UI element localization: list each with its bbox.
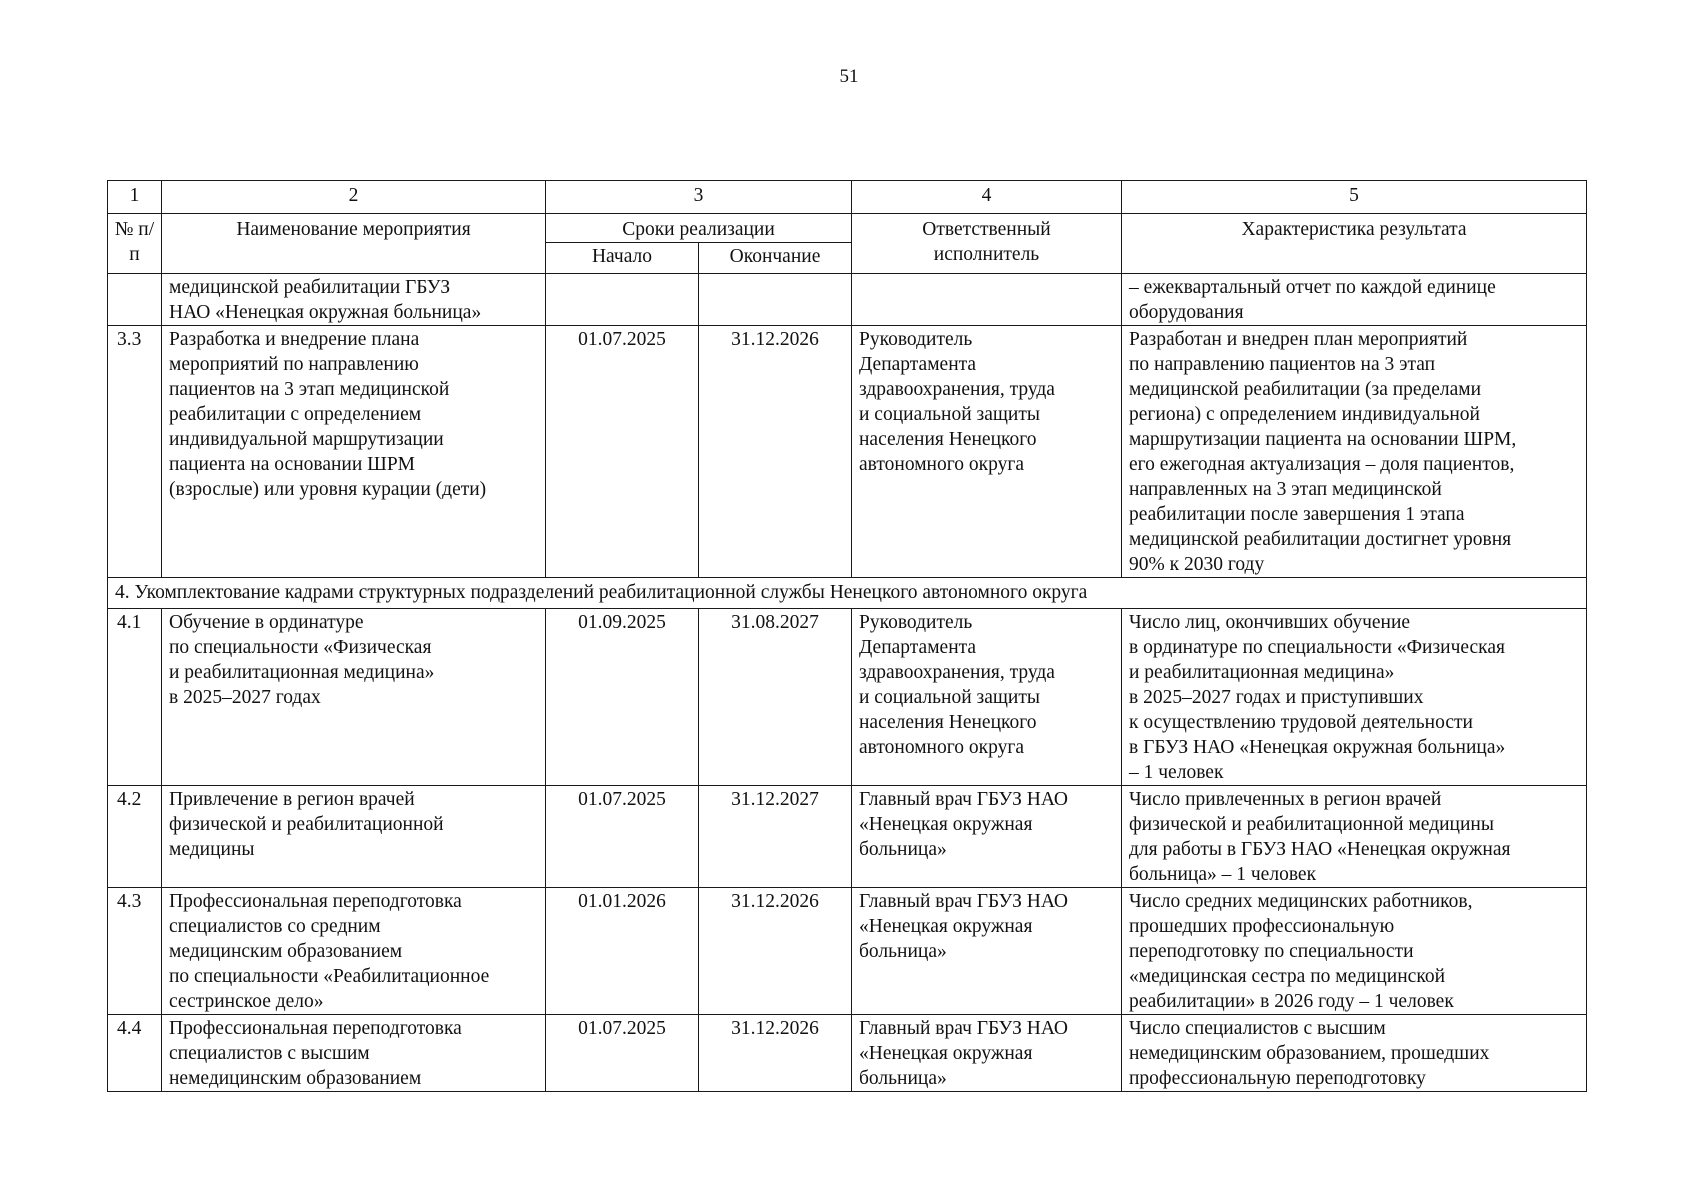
cell-line: Обучение в ординатуре [169,612,364,633]
row-name [162,274,546,326]
cell-line: Главный врач ГБУЗ НАО [859,789,1069,810]
header-start: Начало [546,243,699,274]
row-responsible [852,274,1122,326]
column-number: 2 [162,181,546,214]
cell-line: здравоохранения, труда [859,379,1055,400]
cell-line: автономного округа [859,737,1024,758]
cell-line: «Ненецкая окружная [859,1043,1033,1064]
column-number: 3 [546,181,852,214]
row-start: 01.07.2025 [546,326,699,578]
cell-line: медицинской реабилитации ГБУЗ [169,277,451,298]
plan-table [107,180,1587,1092]
table-row [108,888,1587,1015]
row-result [1122,274,1587,326]
cell-line: пациента на основании ШРМ [169,454,416,475]
row-responsible [852,326,1122,578]
row-end: 31.12.2027 [699,786,852,888]
cell-line: Департамента [859,354,977,375]
row-end: 31.08.2027 [699,609,852,786]
cell-line: маршрутизации пациента на основании ШРМ, [1129,429,1517,450]
header-num: № п/п [108,214,162,274]
cell-line: реабилитации» в 2026 году – 1 человек [1129,991,1454,1012]
row-result [1122,1015,1587,1092]
cell-line: Число лиц, окончивших обучение [1129,612,1411,633]
cell-line: Главный врач ГБУЗ НАО [859,891,1069,912]
cell-line: региона) с определением индивидуальной [1129,404,1480,425]
cell-line: медицинской реабилитации достигнет уровня [1129,529,1512,550]
cell-line: населения Ненецкого [859,429,1037,450]
cell-line: по специальности «Реабилитационное [169,966,490,987]
cell-line: медицинским образованием [169,941,403,962]
row-start: 01.07.2025 [546,1015,699,1092]
cell-line: и реабилитационная медицина» [1129,662,1395,683]
row-responsible [852,888,1122,1015]
cell-line: реабилитации после завершения 1 этапа [1129,504,1465,525]
cell-line: Привлечение в регион врачей [169,789,415,810]
column-number-row [108,181,1587,214]
cell-line: автономного округа [859,454,1024,475]
cell-line: в 2025–2027 годах и приступивших [1129,687,1424,708]
cell-line: физической и реабилитационной медицины [1129,814,1494,835]
cell-line: Профессиональная переподготовка [169,1018,462,1039]
row-end [699,274,852,326]
cell-line: и реабилитационная медицина» [169,662,435,683]
cell-line: профессиональную переподготовку [1129,1068,1426,1089]
cell-line: – 1 человек [1129,762,1224,783]
column-number: 1 [108,181,162,214]
row-name [162,888,546,1015]
cell-line: Руководитель [859,612,973,633]
header-result: Характеристика результата [1122,214,1587,274]
row-result [1122,326,1587,578]
row-end: 31.12.2026 [699,888,852,1015]
row-start: 01.01.2026 [546,888,699,1015]
cell-line: по специальности «Физическая [169,637,432,658]
cell-line: больница» – 1 человек [1129,864,1317,885]
cell-line: по направлению пациентов на 3 этап [1129,354,1436,375]
cell-line: населения Ненецкого [859,712,1037,733]
row-num [108,274,162,326]
cell-line: Профессиональная переподготовка [169,891,462,912]
cell-line: для работы в ГБУЗ НАО «Ненецкая окружная [1129,839,1511,860]
continuation-row [108,274,1587,326]
cell-line: Разработан и внедрен план мероприятий [1129,329,1468,350]
cell-line: медицинской реабилитации (за пределами [1129,379,1482,400]
cell-line: Разработка и внедрение плана [169,329,420,350]
cell-line: пациентов на 3 этап медицинской [169,379,450,400]
cell-line: его ежегодная актуализация – доля пациентов, [1129,454,1515,475]
cell-line: больница» [859,941,947,962]
row-num: 4.2 [108,786,162,888]
row-start: 01.09.2025 [546,609,699,786]
row-result [1122,888,1587,1015]
cell-line: Число средних медицинских работников, [1129,891,1473,912]
table-row [108,609,1587,786]
cell-line: в ординатуре по специальности «Физическая [1129,637,1505,658]
section-title: 4. Укомплектование кадрами структурных подразделений реабилитационной службы Ненецкого автономного округа [108,578,1587,609]
cell-line: и социальной защиты [859,404,1040,425]
cell-line: сестринское дело» [169,991,324,1012]
cell-line: направленных на 3 этап медицинской [1129,479,1442,500]
row-end: 31.12.2026 [699,1015,852,1092]
row-num: 4.4 [108,1015,162,1092]
row-responsible [852,609,1122,786]
cell-line: 90% к 2030 году [1129,554,1265,575]
cell-line: больница» [859,839,947,860]
cell-line: в ГБУЗ НАО «Ненецкая окружная больница» [1129,737,1506,758]
cell-line: «Ненецкая окружная [859,814,1033,835]
cell-line: «медицинская сестра по медицинской [1129,966,1445,987]
cell-line: к осуществлению трудовой деятельности [1129,712,1473,733]
row-num: 3.3 [108,326,162,578]
cell-line: реабилитации с определением [169,404,422,425]
cell-line: здравоохранения, труда [859,662,1055,683]
cell-line: Число специалистов с высшим [1129,1018,1386,1039]
row-end: 31.12.2026 [699,326,852,578]
table-row [108,786,1587,888]
page-number: 51 [839,66,859,87]
cell-line: специалистов с высшим [169,1043,370,1064]
header-responsible: Ответственный исполнитель [852,214,1122,274]
table-row [108,326,1587,578]
header-end: Окончание [699,243,852,274]
row-num: 4.1 [108,609,162,786]
row-num: 4.3 [108,888,162,1015]
cell-line: Руководитель [859,329,973,350]
cell-line: в 2025–2027 годах [169,687,321,708]
cell-line: специалистов со средним [169,916,381,937]
row-name [162,786,546,888]
cell-line: немедицинским образованием [169,1068,422,1089]
header-terms: Сроки реализации [546,214,852,243]
table-row [108,1015,1587,1092]
cell-line: физической и реабилитационной [169,814,444,835]
row-start [546,274,699,326]
cell-line: медицины [169,839,255,860]
header-row [108,214,1587,243]
column-number: 4 [852,181,1122,214]
cell-line: больница» [859,1068,947,1089]
cell-line: немедицинским образованием, прошедших [1129,1043,1490,1064]
cell-line: Число привлеченных в регион врачей [1129,789,1442,810]
row-start: 01.07.2025 [546,786,699,888]
cell-line: Департамента [859,637,977,658]
cell-line: прошедших профессиональную [1129,916,1395,937]
cell-line: мероприятий по направлению [169,354,419,375]
cell-line: индивидуальной маршрутизации [169,429,444,450]
row-result [1122,786,1587,888]
cell-line: оборудования [1129,302,1244,323]
row-name [162,326,546,578]
row-name [162,609,546,786]
row-responsible [852,786,1122,888]
cell-line: и социальной защиты [859,687,1040,708]
row-name [162,1015,546,1092]
cell-line: (взрослые) или уровня курации (дети) [169,479,487,500]
section-row [108,578,1587,609]
row-result [1122,609,1587,786]
cell-line: НАО «Ненецкая окружная больница» [169,302,482,323]
header-name: Наименование мероприятия [162,214,546,274]
cell-line: «Ненецкая окружная [859,916,1033,937]
cell-line: – ежеквартальный отчет по каждой единице [1129,277,1496,298]
row-responsible [852,1015,1122,1092]
cell-line: переподготовку по специальности [1129,941,1414,962]
cell-line: Главный врач ГБУЗ НАО [859,1018,1069,1039]
column-number: 5 [1122,181,1587,214]
